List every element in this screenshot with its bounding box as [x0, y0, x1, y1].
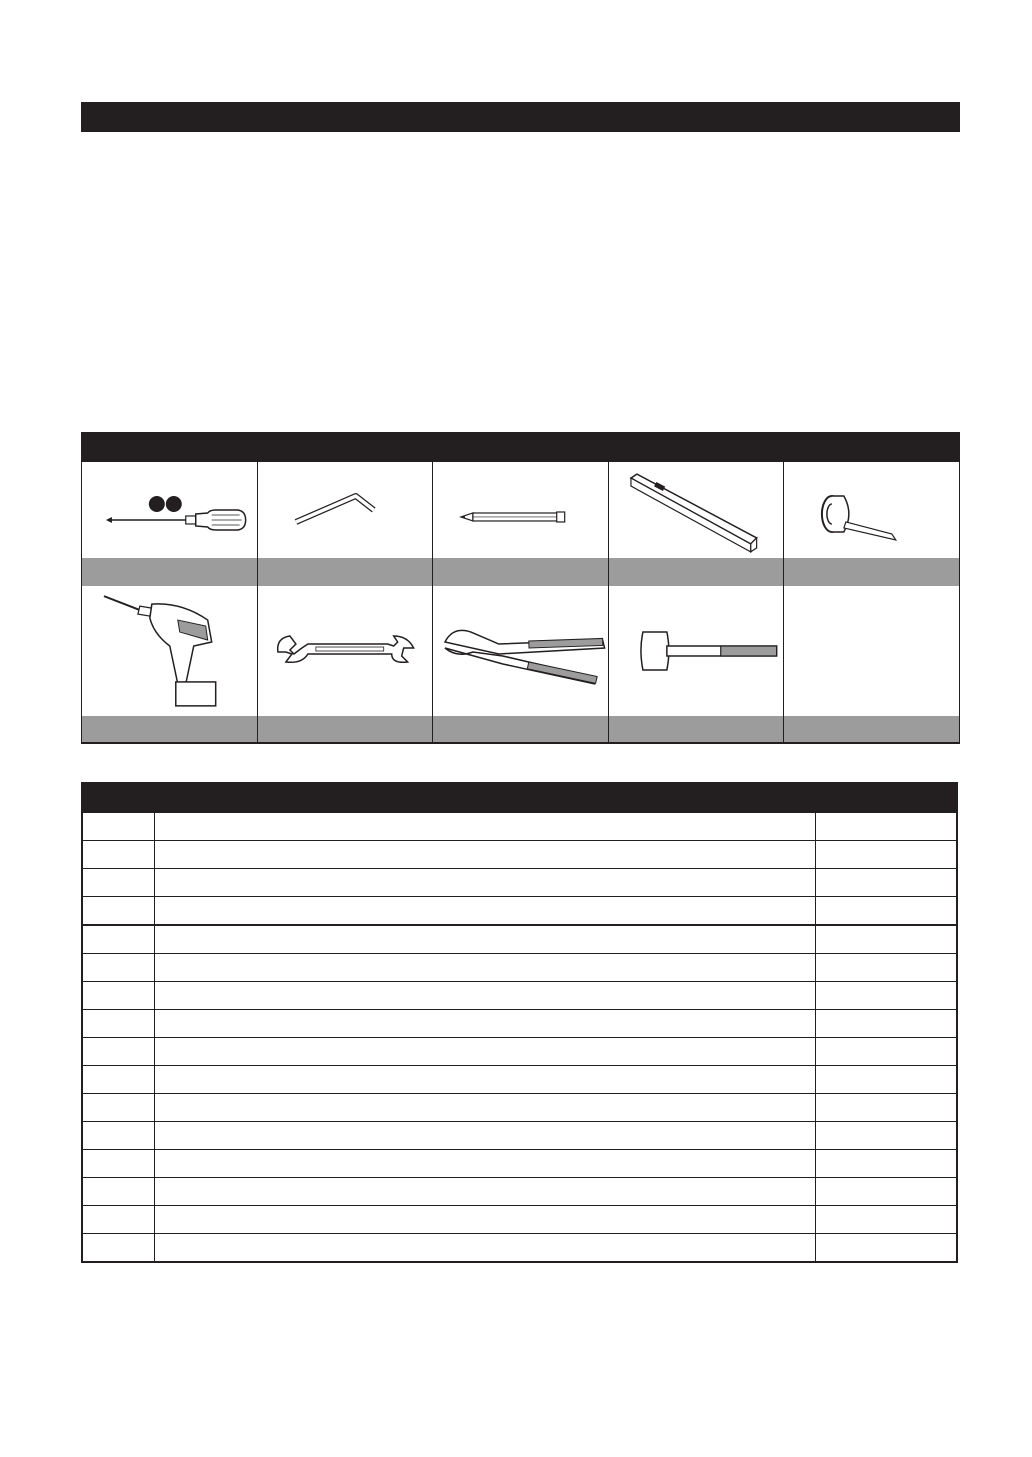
part-name-cell — [155, 1122, 816, 1150]
table-row — [82, 869, 957, 897]
row-number-cell — [82, 841, 155, 869]
row-number-cell — [82, 1094, 155, 1122]
table-row — [82, 1094, 957, 1122]
tool-label — [784, 716, 960, 742]
tools-row-2 — [81, 586, 960, 716]
tool-cell-screwdriver — [81, 462, 258, 558]
quantity-cell — [816, 1066, 958, 1094]
ptfe-tape-icon — [784, 462, 959, 558]
pencil-icon — [433, 462, 608, 558]
table-row — [82, 813, 957, 841]
part-name-cell — [155, 869, 816, 897]
quantity-cell — [816, 1038, 958, 1066]
tools-header-bar — [81, 432, 960, 462]
part-name-cell — [155, 954, 816, 982]
tools-row-1 — [81, 462, 960, 558]
quantity-cell — [816, 1010, 958, 1038]
section-header-bar — [81, 102, 960, 132]
water-pump-pliers-icon — [433, 586, 608, 716]
row-number-cell — [82, 982, 155, 1010]
tool-label — [258, 716, 434, 742]
open-end-wrench-icon — [258, 586, 433, 716]
tool-label — [433, 558, 609, 586]
row-number-cell — [82, 813, 155, 841]
row-number-cell — [82, 1206, 155, 1234]
row-number-cell — [82, 1178, 155, 1206]
tools-grid — [81, 462, 960, 743]
tool-cell-allen-key — [258, 462, 434, 558]
tool-cell-mallet — [609, 586, 785, 716]
part-name-cell — [155, 925, 816, 954]
quantity-cell — [816, 1094, 958, 1122]
part-name-cell — [155, 1234, 816, 1263]
quantity-cell — [816, 813, 958, 841]
tools-label-row-2 — [81, 716, 960, 744]
quantity-cell — [816, 1122, 958, 1150]
col-header-qty — [816, 783, 958, 813]
tool-cell-empty — [784, 586, 960, 716]
col-header-part — [155, 783, 816, 813]
table-row — [82, 954, 957, 982]
row-number-cell — [82, 1038, 155, 1066]
part-name-cell — [155, 1150, 816, 1178]
tool-cell-pliers — [433, 586, 609, 716]
row-number-cell — [82, 1066, 155, 1094]
part-name-cell — [155, 1038, 816, 1066]
tool-cell-spirit-level — [609, 462, 785, 558]
quantity-cell — [816, 982, 958, 1010]
quantity-cell — [816, 1206, 958, 1234]
tool-label — [609, 558, 785, 586]
part-name-cell — [155, 813, 816, 841]
row-number-cell — [82, 1234, 155, 1263]
tool-label — [81, 716, 258, 742]
quantity-cell — [816, 1178, 958, 1206]
part-name-cell — [155, 1094, 816, 1122]
allen-key-icon — [258, 462, 433, 558]
tool-label — [258, 558, 434, 586]
rubber-mallet-icon — [609, 586, 784, 716]
tool-label — [433, 716, 609, 742]
table-row — [82, 1038, 957, 1066]
table-row — [82, 1122, 957, 1150]
screwdriver-icon — [82, 462, 257, 558]
col-header-no — [82, 783, 155, 813]
part-name-cell — [155, 1010, 816, 1038]
part-name-cell — [155, 1178, 816, 1206]
row-number-cell — [82, 897, 155, 926]
part-name-cell — [155, 982, 816, 1010]
tool-label — [784, 558, 960, 586]
table-row — [82, 897, 957, 926]
tools-label-row-1 — [81, 558, 960, 586]
quantity-cell — [816, 869, 958, 897]
drill-icon — [82, 586, 257, 716]
tool-cell-drill — [81, 586, 258, 716]
table-row — [82, 1066, 957, 1094]
tool-cell-ptfe-tape — [784, 462, 960, 558]
table-row — [82, 925, 957, 954]
quantity-cell — [816, 897, 958, 926]
tool-label — [609, 716, 785, 742]
table-row — [82, 1234, 957, 1263]
table-row — [82, 1178, 957, 1206]
tool-cell-pencil — [433, 462, 609, 558]
parts-table-header — [82, 783, 957, 813]
quantity-cell — [816, 925, 958, 954]
quantity-cell — [816, 1234, 958, 1263]
table-row — [82, 841, 957, 869]
row-number-cell — [82, 1122, 155, 1150]
table-row — [82, 982, 957, 1010]
row-number-cell — [82, 869, 155, 897]
spirit-level-icon — [609, 462, 784, 558]
quantity-cell — [816, 1150, 958, 1178]
tool-label — [81, 558, 258, 586]
parts-table — [81, 782, 958, 1263]
table-row — [82, 1010, 957, 1038]
quantity-cell — [816, 954, 958, 982]
parts-table-body — [82, 813, 957, 1263]
part-name-cell — [155, 1066, 816, 1094]
part-name-cell — [155, 841, 816, 869]
row-number-cell — [82, 1150, 155, 1178]
row-number-cell — [82, 1010, 155, 1038]
table-row — [82, 1150, 957, 1178]
row-number-cell — [82, 925, 155, 954]
part-name-cell — [155, 897, 816, 926]
tool-cell-wrench — [258, 586, 434, 716]
table-row — [82, 1206, 957, 1234]
row-number-cell — [82, 954, 155, 982]
quantity-cell — [816, 841, 958, 869]
part-name-cell — [155, 1206, 816, 1234]
